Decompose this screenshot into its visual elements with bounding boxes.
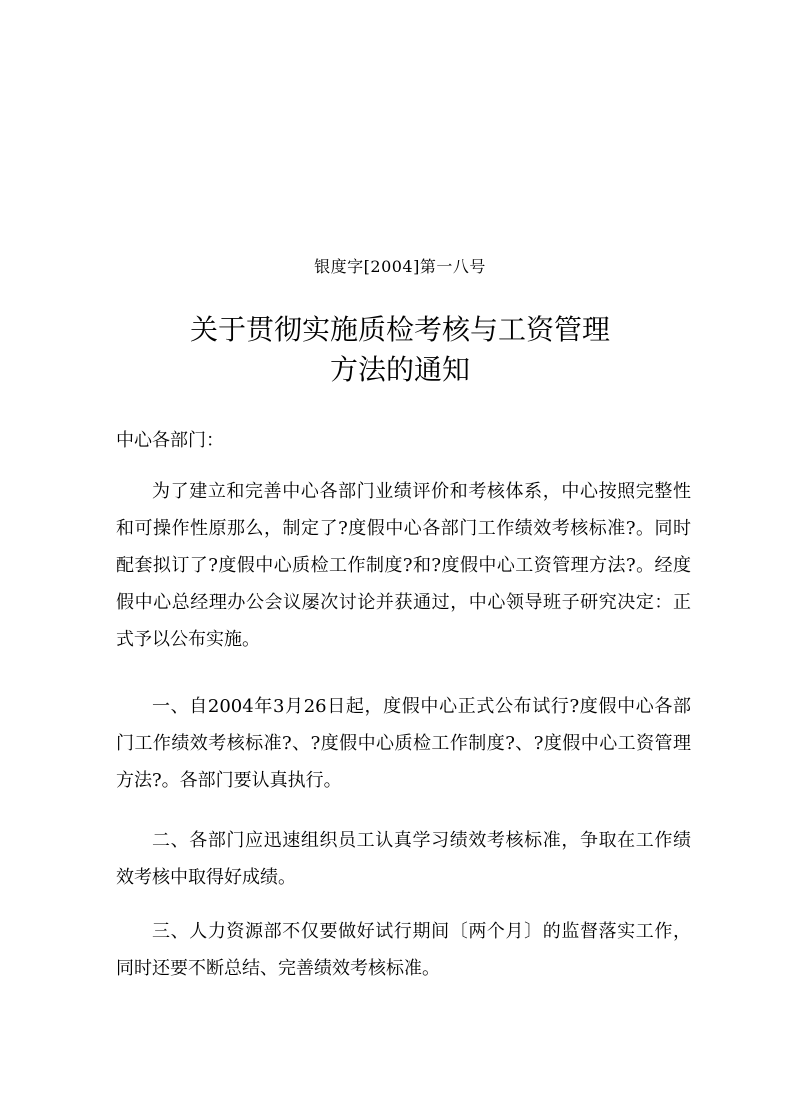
paragraph-item-2: 二、各部门应迅速组织员工认真学习绩效考核标准，争取在工作绩效考核中取得好成绩。 bbox=[116, 830, 691, 888]
paragraph-item-3: 三、人力资源部不仅要做好试行期间〔两个月〕的监督落实工作，同时还要不断总结、完善绩效考核标准。 bbox=[116, 921, 691, 979]
document-title bbox=[0, 310, 800, 390]
paragraph-item-1: 一、自2004年3月26日起，度假中心正式公布试行?度假中心各部门工作绩效考核标准?、?度假中心质检工作制度?、?度假中心工资管理方法?。各部门要认真执行。 bbox=[116, 696, 691, 791]
title-line-2: 方法的通知 bbox=[329, 353, 470, 386]
salutation: 中心各部门： bbox=[116, 430, 224, 451]
document-number: 银度字[2004]第一八号 bbox=[314, 257, 486, 276]
paragraph-intro: 为了建立和完善中心各部门业绩评价和考核体系，中心按照完整性和可操作性原那么，制定了?度假中心各部门工作绩效考核标准?。同时配套拟订了?度假中心质检工作制度?和?度假中心工资管理方法?。经度假中心总经理办公会议屡次讨论并获通过，中心领导班子研究决定：正式予以公布实施。 bbox=[116, 481, 691, 650]
title-line-1: 关于贯彻实施质检考核与工资管理 bbox=[189, 313, 610, 346]
